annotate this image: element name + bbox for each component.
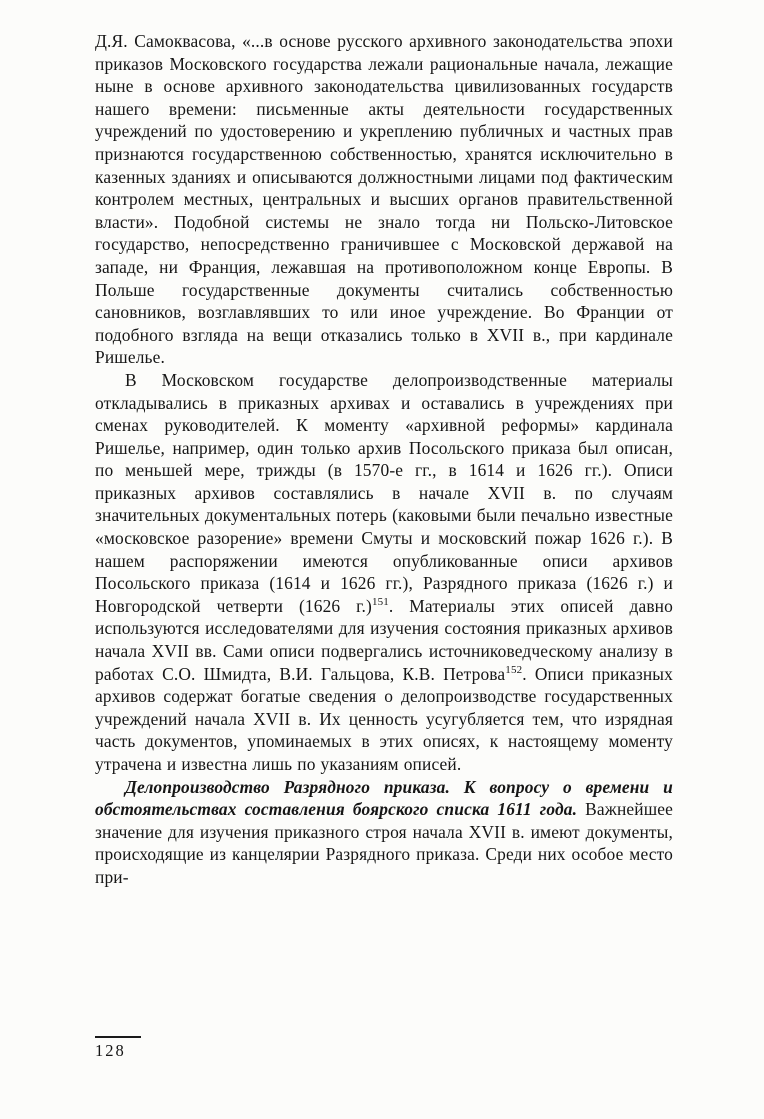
footnote-reference: 151 [371, 596, 389, 609]
paragraph [95, 30, 673, 369]
text-segment: Делопроизводство Разрядного приказа. К вопросу о времени и обстоятельствах составления боярского списка 1611 года. [95, 776, 673, 820]
footnote-reference: 152 [505, 663, 523, 676]
text-segment: Д.Я. Самоквасова, «...в основе русского архивного законодательства эпохи приказов Московского государства лежали рациональные начала, лежащие ныне в основе архивного законодательства цивилизованных государств нашего времени: письменные акты деятельности государственных учреждений по удостоверению и укреплению публичных и частных прав признаются государственною собственностью, хранятся исключительно в казенных зданиях и описываются должностными лицами под фактическим контролем местных, центральных и высших органов правительственной власти». Подобной системы не знало тогда ни Польско-Литовское государство, непосредственно граничившее с Московской державой на западе, ни Франция, лежавшая на противоположном конце Европы. В Польше государственные документы считались собственностью сановников, возглавлявших то или иное учреждение. Во Франции от подобного взгляда на вещи отказались только в XVII в., при кардинале Ришелье. [95, 31, 673, 368]
text-segment: Важнейшее значение для изучения приказного строя начала XVII в. имеют документы, происходящие из канцелярии Разрядного приказа. Среди них особое место при- [95, 799, 674, 887]
text-segment: . Материалы этих описей давно используются исследователями для изучения состояния приказных архивов начала XVII вв. Сами описи подвергались источниковедческому анализу в работах С.О. Шмидта, В.И. Гальцова, К.В. Петрова [95, 595, 673, 684]
page-footer [95, 1036, 141, 1061]
page-number: 128 [95, 1041, 126, 1060]
footer-rule [95, 1036, 141, 1038]
text-block [95, 30, 673, 889]
text-segment: . Описи приказных архивов содержат богатые сведения о делопроизводстве государственных учреждений начала XVII в. Их ценность усугубляется тем, что изрядная часть документов, упоминаемых в этих описях, к настоящему моменту утрачена и известна лишь по указаниям описей. [95, 663, 673, 774]
paragraph [95, 776, 673, 889]
paragraph [95, 369, 673, 776]
text-segment: В Московском государстве делопроизводственные материалы откладывались в приказных архивах и оставались в учреждениях при сменах руководителей. К моменту «архивной реформы» кардинала Ришелье, например, один только архив Посольского приказа был описан, по меньшей мере, трижды (в 1570-е гг., в 1614 и 1626 гг.). Описи приказных архивов составлялись в начале XVII в. по случаям значительных документальных потерь (каковыми были печально известные «московское разорение» времени Смуты и московский пожар 1626 г.). В нашем распоряжении имеются опубликованные описи архивов Посольского приказа (1614 и 1626 гг.), Разрядного приказа (1626 г.) и Новгородской четверти (1626 г.) [95, 369, 673, 616]
